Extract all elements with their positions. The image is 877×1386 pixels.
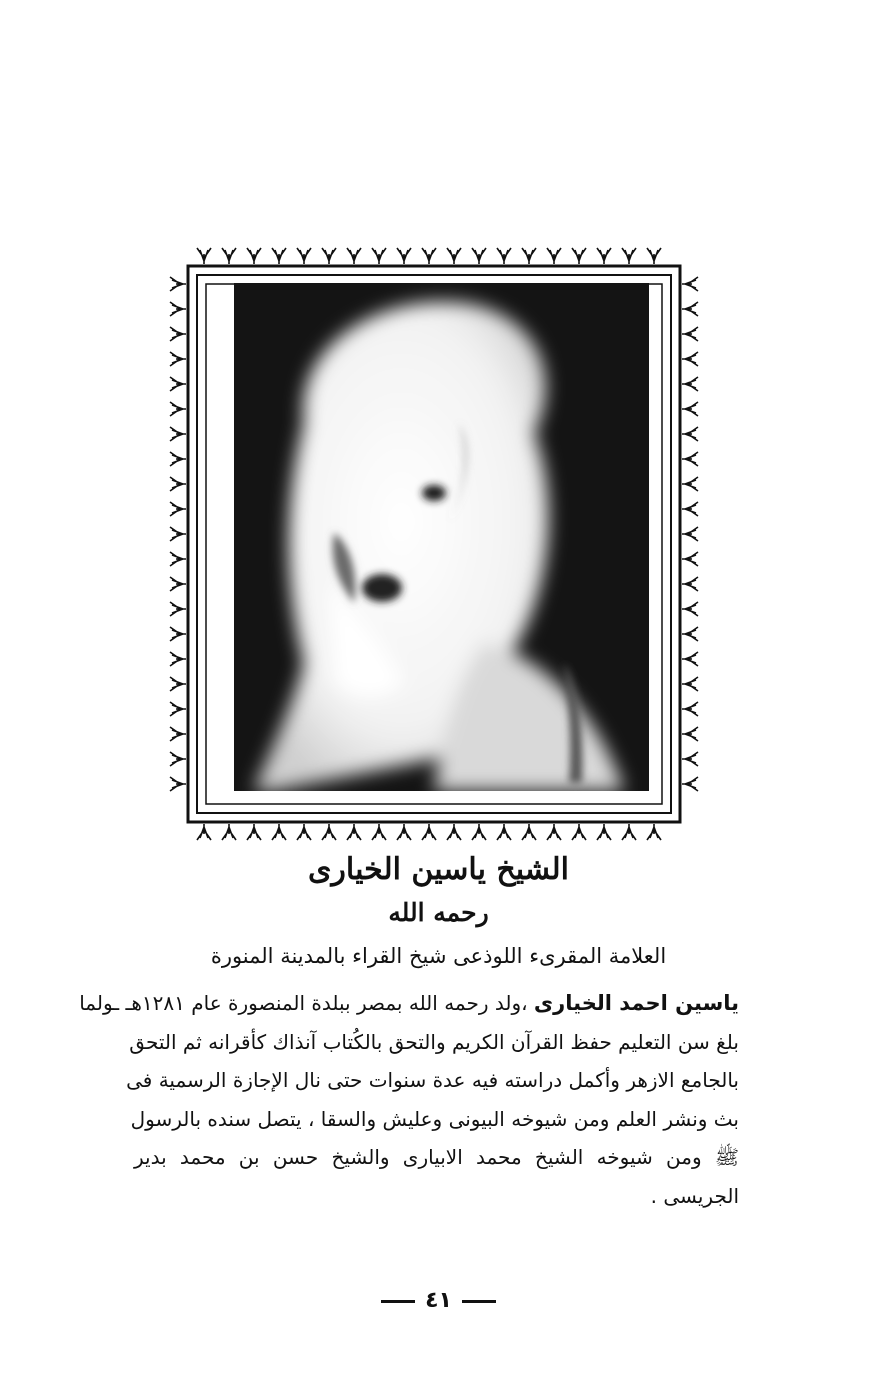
frame-tassel: [547, 824, 561, 840]
frame-tassel: [170, 302, 186, 316]
frame-tassel: [322, 824, 336, 840]
bio-line-5: [134, 1138, 739, 1177]
frame-tassel: [297, 248, 311, 264]
bio-line-1: [79, 984, 739, 1023]
frame-tassel: [682, 602, 698, 616]
frame-tassel: [272, 248, 286, 264]
frame-tassel: [682, 727, 698, 741]
frame-tassel: [197, 824, 211, 840]
frame-tassel: [682, 702, 698, 716]
frame-tassel: [397, 248, 411, 264]
frame-tassel: [622, 248, 636, 264]
frame-tassel: [682, 627, 698, 641]
frame-tassel: [682, 502, 698, 516]
frame-tassel: [682, 452, 698, 466]
frame-tassel: [682, 527, 698, 541]
page-number-dash-left: [462, 1300, 496, 1303]
frame-tassel: [170, 377, 186, 391]
page-number: [0, 1288, 877, 1313]
frame-tassel: [170, 577, 186, 591]
bio-name: ياسين احمد الخيارى: [533, 991, 739, 1015]
frame-tassel: [170, 277, 186, 291]
frame-tassel: [170, 527, 186, 541]
frame-tassel: [170, 327, 186, 341]
frame-tassel: [647, 824, 661, 840]
frame-tassel: [682, 377, 698, 391]
frame-tassel: [322, 248, 336, 264]
bio-line-2: بلغ سن التعليم حفظ القرآن الكريم والتحق بالكُتاب آنذاك كأقرانه ثم التحق: [129, 1029, 739, 1054]
blessing-text: رحمه الله: [388, 898, 489, 927]
frame-tassel: [682, 652, 698, 666]
frame-tassel: [170, 352, 186, 366]
bio-line-4: بث ونشر العلم ومن شيوخه البيونى وعليش والسقا ، يتصل سنده بالرسول: [130, 1106, 739, 1131]
frame-tassel: [170, 652, 186, 666]
frame-tassel: [170, 677, 186, 691]
frame-tassel: [522, 248, 536, 264]
frame-tassel: [597, 248, 611, 264]
frame-tassel: [347, 824, 361, 840]
frame-tassel: [347, 248, 361, 264]
frame-tassel: [222, 248, 236, 264]
frame-tassel: [170, 502, 186, 516]
frame-tassel: [497, 824, 511, 840]
bio-line-1-text: ،ولد رحمه الله بمصر ببلدة المنصورة عام ١٢٨١هـ ـولما: [79, 991, 528, 1015]
frame-tassel: [682, 477, 698, 491]
frame-tassel: [682, 677, 698, 691]
honorific-glyph: ﷺ: [714, 1145, 740, 1169]
frame-tassel: [397, 824, 411, 840]
frame-tassel: [472, 248, 486, 264]
frame-tassel: [170, 477, 186, 491]
bio-line-3: بالجامع الازهر وأكمل دراسته فيه عدة سنوات حتى نال الإجازة الرسمية فى: [126, 1068, 739, 1092]
frame-tassel: [572, 248, 586, 264]
frame-tassel: [170, 627, 186, 641]
frame-tassel: [522, 824, 536, 840]
frame-tassel: [682, 777, 698, 791]
subtitle-description: العلامة المقرىء اللوذعى شيخ القراء بالمدينة المنورة: [210, 944, 667, 968]
frame-tassel: [170, 777, 186, 791]
biography-paragraph: [79, 984, 740, 1215]
frame-tassel: [170, 752, 186, 766]
page-number-dash-right: [381, 1300, 415, 1303]
frame-tassel: [170, 552, 186, 566]
frame-tassel: [447, 824, 461, 840]
frame-tassel: [572, 824, 586, 840]
frame-tassel: [372, 248, 386, 264]
frame-tassel: [422, 248, 436, 264]
frame-tassel: [170, 727, 186, 741]
frame-tassel: [197, 248, 211, 264]
page-number-value: ٤١: [425, 1288, 452, 1313]
frame-tassel: [372, 824, 386, 840]
frame-tassel: [647, 248, 661, 264]
bio-line-5-text: ومن شيوخه الشيخ محمد الابيارى والشيخ حسن بن محمد بدير: [134, 1145, 702, 1169]
frame-tassel: [170, 452, 186, 466]
frame-tassel: [170, 427, 186, 441]
frame-tassel: [682, 402, 698, 416]
frame-tassel: [622, 824, 636, 840]
frame-tassel: [682, 352, 698, 366]
frame-tassel: [682, 302, 698, 316]
frame-tassel: [222, 824, 236, 840]
frame-tassel: [170, 402, 186, 416]
bio-line-6: الجريسى .: [650, 1183, 739, 1208]
frame-tassel: [682, 277, 698, 291]
frame-tassel: [597, 824, 611, 840]
frame-tassel: [247, 824, 261, 840]
frame-tassel: [247, 248, 261, 264]
frame-tassel: [682, 752, 698, 766]
frame-tassel: [422, 824, 436, 840]
frame-tassel: [682, 577, 698, 591]
frame-tassel: [682, 427, 698, 441]
frame-tassel: [682, 552, 698, 566]
frame-tassel: [297, 824, 311, 840]
person-name-heading: الشيخ ياسين الخيارى: [307, 852, 570, 887]
frame-tassel: [497, 248, 511, 264]
frame-tassel: [472, 824, 486, 840]
frame-tassel: [682, 327, 698, 341]
frame-tassel: [170, 602, 186, 616]
frame-tassel: [547, 248, 561, 264]
portrait-photo: [234, 283, 649, 791]
frame-tassel: [170, 702, 186, 716]
frame-tassel: [447, 248, 461, 264]
frame-tassel: [272, 824, 286, 840]
